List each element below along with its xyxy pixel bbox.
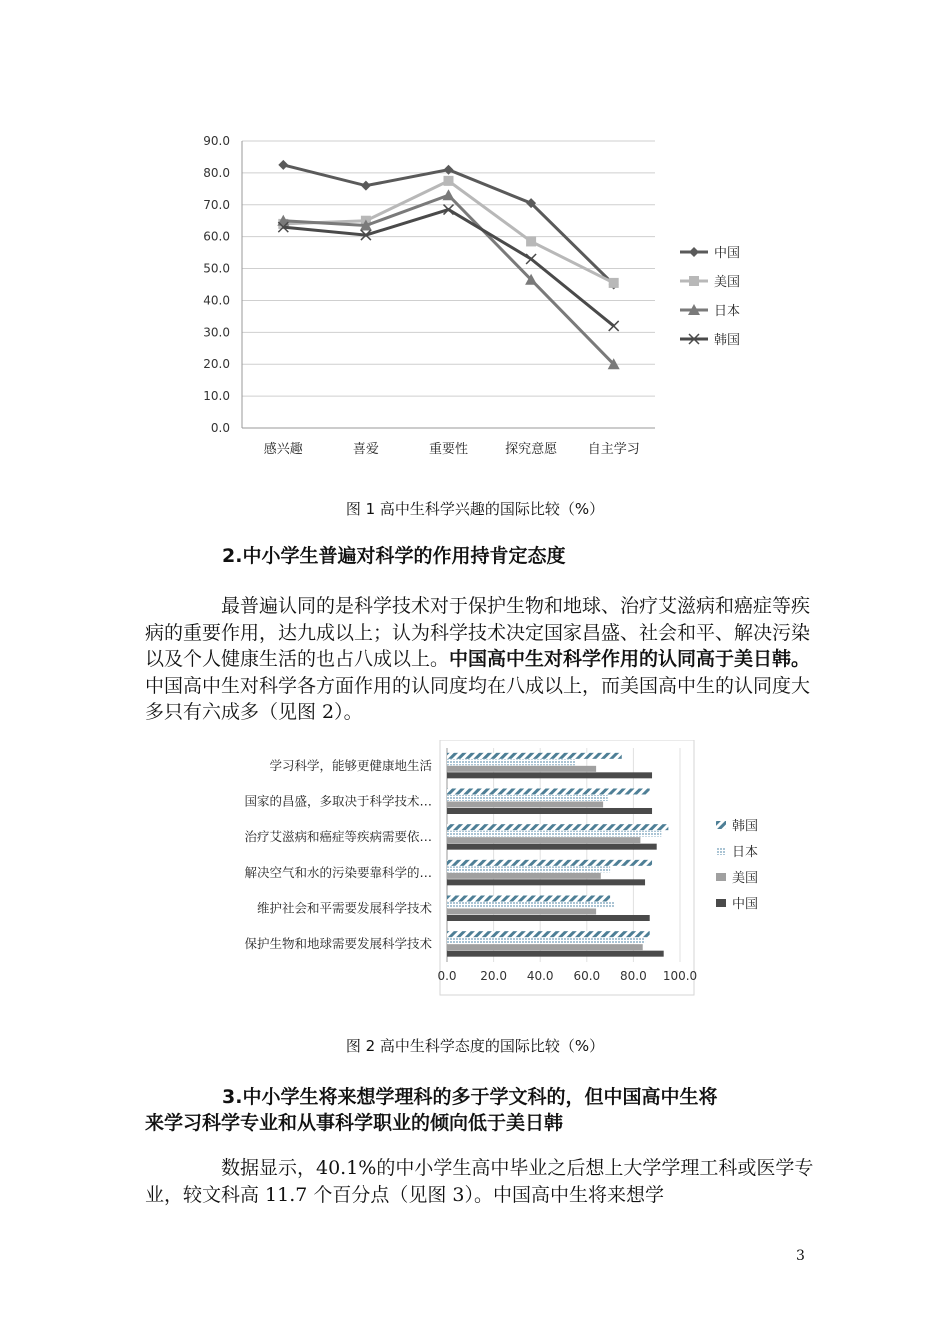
y-tick-label: 80.0 xyxy=(203,165,230,180)
section2-text-a: 最普遍认同的是科学技术对于保护生物和地球、治疗艾滋病和癌症等疾病的重要作用，达九成以上；认为科学技术决定国家昌盛、社会和平、解决污染以及个人健康生活的也占八成以上。 xyxy=(145,595,811,670)
x-category-label: 感兴趣 xyxy=(263,442,303,457)
bar xyxy=(447,879,645,885)
section2-text-bold: 中国高中生对科学作用的认同高于美日韩。 xyxy=(449,648,811,670)
x-tick-label: 100.0 xyxy=(662,969,698,983)
y-tick-label: 20.0 xyxy=(203,357,230,372)
section2-heading: 2.中小学生普遍对科学的作用持肯定态度 xyxy=(222,545,566,567)
data-point xyxy=(689,276,699,286)
y-category-label: 学习科学，能够更健康地生活 xyxy=(269,757,432,773)
legend-swatch xyxy=(716,899,726,907)
bar xyxy=(447,824,668,830)
section3-heading-line2: 来学习科学专业和从事科学职业的倾向低于美日韩 xyxy=(145,1112,564,1134)
bar xyxy=(447,772,652,778)
y-category-label: 保护生物和地球需要发展科学技术 xyxy=(244,936,432,952)
bar xyxy=(447,931,650,937)
legend-swatch xyxy=(716,847,726,855)
y-category-label: 国家的昌盛，多取决于科学技术… xyxy=(244,793,432,809)
legend-label: 日本 xyxy=(714,304,741,319)
x-tick-label: 40.0 xyxy=(526,969,554,983)
y-tick-label: 90.0 xyxy=(203,134,230,148)
data-point xyxy=(443,189,455,200)
section3-heading-line1: 3.中小学生将来想学理科的多于学文科的，但中国高中生将 xyxy=(222,1086,718,1108)
bar xyxy=(447,902,615,908)
bar xyxy=(447,873,601,879)
x-category-label: 自主学习 xyxy=(587,442,640,457)
x-tick-label: 20.0 xyxy=(480,969,507,983)
y-tick-label: 0.0 xyxy=(210,421,230,435)
figure1-line-chart xyxy=(0,0,950,500)
y-category-label: 解决空气和水的污染要靠科学的… xyxy=(244,864,432,880)
legend-label: 中国 xyxy=(714,246,741,261)
x-category-label: 喜爱 xyxy=(352,442,379,457)
section2-text-b: 中国高中生对科学各方面作用的认同度均在八成以上，而美国高中生的认同度大多只有六成多（见图 2）。 xyxy=(145,674,811,723)
bar xyxy=(447,844,657,850)
section3-text: 数据显示，40.1%的中小学生高中毕业之后想上大学学理工科或医学专业，较文科高 11.7 个百分点（见图 3）。中国高中生将来想学 xyxy=(145,1157,814,1206)
y-tick-label: 50.0 xyxy=(203,261,230,276)
bar xyxy=(447,831,661,837)
bar xyxy=(447,766,596,772)
bar xyxy=(447,896,610,902)
bar xyxy=(447,789,650,795)
data-point xyxy=(609,321,619,331)
figure2-bar-chart xyxy=(0,740,950,1000)
bar xyxy=(447,909,596,915)
bar xyxy=(447,808,652,814)
y-tick-label: 30.0 xyxy=(203,325,230,340)
bar xyxy=(447,802,603,808)
legend-swatch xyxy=(716,873,726,881)
y-tick-label: 70.0 xyxy=(203,197,230,212)
bar xyxy=(447,860,652,866)
y-tick-label: 40.0 xyxy=(203,293,230,308)
x-tick-label: 80.0 xyxy=(620,969,647,983)
data-point xyxy=(361,181,371,191)
section2-paragraph xyxy=(145,593,815,726)
legend-label: 韩国 xyxy=(732,819,759,834)
page-number: 3 xyxy=(796,1248,805,1264)
x-tick-label: 60.0 xyxy=(573,969,601,983)
section3-paragraph xyxy=(145,1155,815,1208)
y-tick-label: 60.0 xyxy=(203,229,230,244)
legend-label: 日本 xyxy=(732,845,759,860)
bar xyxy=(447,759,575,765)
bar xyxy=(447,795,608,801)
figure1-caption: 图 1 高中生科学兴趣的国际比较（%） xyxy=(345,500,605,518)
bar xyxy=(447,944,643,950)
data-point xyxy=(609,278,619,288)
legend-label: 中国 xyxy=(732,897,759,912)
bar xyxy=(447,938,645,944)
data-point xyxy=(689,247,699,257)
data-point xyxy=(278,160,288,170)
figure2-caption: 图 2 高中生科学态度的国际比较（%） xyxy=(345,1037,605,1055)
legend-label: 韩国 xyxy=(714,333,741,348)
series-line xyxy=(283,210,613,326)
x-tick-label: 0.0 xyxy=(437,969,457,983)
x-category-label: 探究意愿 xyxy=(505,442,558,457)
y-category-label: 维护社会和平需要发展科学技术 xyxy=(256,900,432,916)
legend-label: 美国 xyxy=(732,871,759,886)
data-point xyxy=(526,254,536,264)
bar xyxy=(447,866,610,872)
bar xyxy=(447,837,640,843)
legend-label: 美国 xyxy=(714,275,741,290)
legend-swatch xyxy=(716,821,726,829)
bar xyxy=(447,915,650,921)
x-category-label: 重要性 xyxy=(428,442,469,457)
data-point xyxy=(526,236,536,246)
bar xyxy=(447,753,622,759)
bar xyxy=(447,951,664,957)
data-point xyxy=(444,176,454,186)
y-tick-label: 10.0 xyxy=(203,389,230,404)
y-category-label: 治疗艾滋病和癌症等疾病需要依… xyxy=(244,829,432,845)
